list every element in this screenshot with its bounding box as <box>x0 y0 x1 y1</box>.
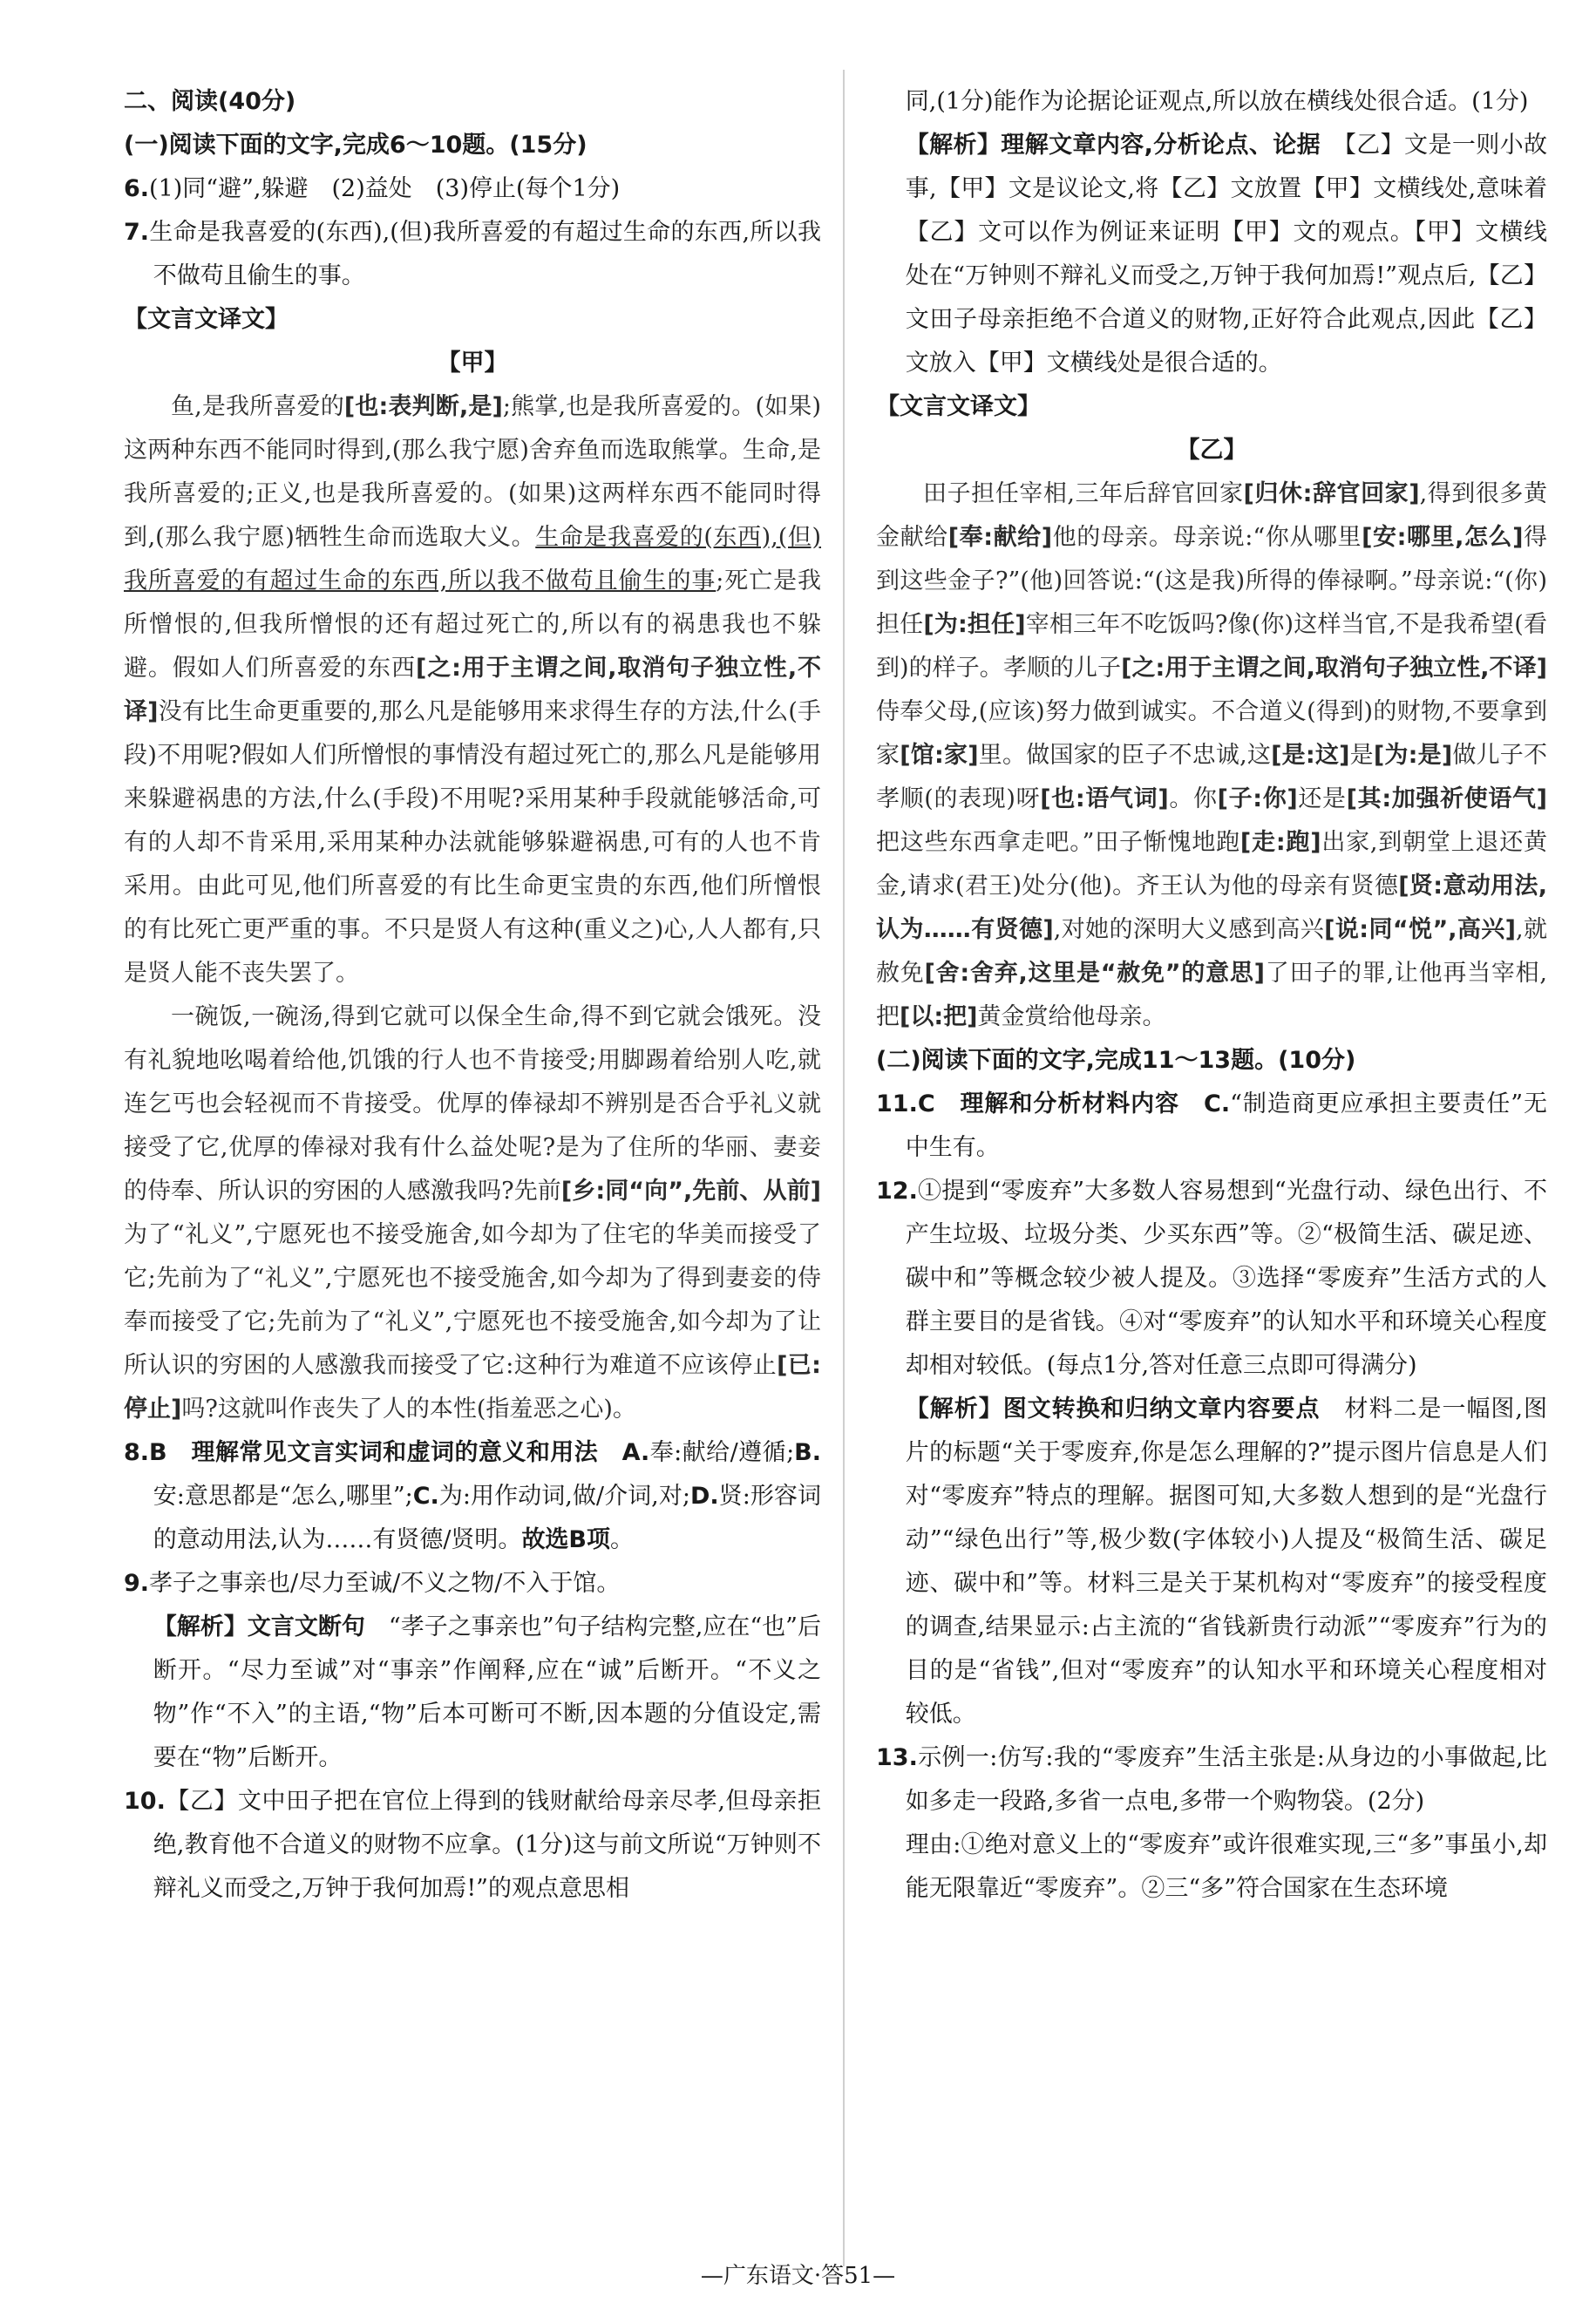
text-yi-heading: 【乙】 <box>1176 437 1247 464</box>
q6-text: (1)同“避”,躲避 (2)益处 (3)停止(每个1分) <box>149 175 621 202</box>
q13-number: 13. <box>876 1744 918 1771</box>
jia-p1-run-0: 鱼,是我所喜爱的 <box>171 393 344 420</box>
jia-p1-run-1: [也:表判断,是] <box>343 393 503 420</box>
yi-p-run-20: 还是 <box>1297 785 1347 812</box>
q10-text: 【乙】文中田子把在官位上得到的钱财献给母亲尽孝,但母亲拒绝,教育他不合道义的财物不应拿。(1分)这与前文所说“万钟则不辩礼义而受之,万钟于我何加焉!”的观点意思相 <box>153 1788 821 1902</box>
yi-p-run-30: 了田子的罪,让他再当宰相,把 <box>876 960 1547 1030</box>
section-heading-part1: (一)阅读下面的文字,完成6～10题。(15分) <box>124 132 587 159</box>
yi-p-run-16: 做儿子不孝顺(的表现)呀 <box>876 742 1548 812</box>
q8-run-4: 安:意思都是“怎么,哪里”; <box>153 1483 413 1510</box>
jia-p1-run-6: 没有比生命更重要的,那么凡是能够用来求得生存的方法,什么(手段)不用呢?假如人们所憎恨的事情没有超过死亡的,那么凡是能够用来躲避祸患的方法,什么(手段)不用呢?采用某种手段就能够活命,可有的人却不肯采用,采用某种办法就能够躲避祸患,可有的人也不肯采用。由此可见,他们所喜爱的有比生命更宝贵的东西,他们所憎恨的有比死亡更严重的事。不只是贤人有这种(重义之)心,人人都有,只是贤人能不丧失罢了。 <box>124 698 821 987</box>
q11-number: 11. <box>876 1090 918 1117</box>
yi-p-run-9: [之:用于主谓之间,取消句子独立性,不译] <box>1121 655 1547 682</box>
q8-run-5: C. <box>412 1483 439 1510</box>
q12-analysis-run-0: 【解析】图文转换和归纳文章内容要点 <box>905 1396 1345 1423</box>
q8-run-1: A. <box>621 1439 650 1466</box>
q10-analysis <box>876 124 1547 385</box>
yi-p-run-11: [馆:家] <box>900 742 979 769</box>
section-heading-part2: (二)阅读下面的文字,完成11～13题。(10分) <box>876 1047 1356 1074</box>
yi-p-run-1: [归休:辞官回家] <box>1243 480 1420 507</box>
yi-p-run-0: 田子担任宰相,三年后辞官回家 <box>923 480 1244 507</box>
translation-heading-yi: 【文言文译文】 <box>876 393 1041 420</box>
translation-heading: 【文言文译文】 <box>124 306 289 333</box>
q8-answer: B <box>149 1439 167 1466</box>
q11-run-0: C 理解和分析材料内容 C. <box>917 1090 1231 1117</box>
jia-p1-run-2: ;熊掌,也是我所喜爱的。(如果)这两种东西不能同时得到,(那么我宁愿)舍弃鱼而选取熊掌。生命,是我所喜爱的;正义,也是我所喜爱的。(如果)这两样东西不能同时得到,(那么我宁愿)牺牲生命而选取大义。 <box>124 393 822 551</box>
yi-p-run-31: [以:把] <box>900 1003 978 1030</box>
jia-p1-run-4: ;死亡是我所憎恨的,但我所憎恨的还有超过死亡的,所以有的祸患我也不躲避。假如人们所喜爱的东西 <box>124 567 821 682</box>
jia-p2-run-2: 为了“礼义”,宁愿死也不接受施舍,如今却为了住宅的华美而接受了它;先前为了“礼义”,宁愿死也不接受施舍,如今却为了得到妻妾的侍奉而接受了它;先前为了“礼义”,宁愿死也不接受施舍,如今却为了让所认识的穷困的人感激我而接受了它:这种行为难道不应该停止 <box>124 1221 821 1379</box>
q8-run-2: 奉:献给/遵循; <box>649 1439 795 1466</box>
q8-run-0: 理解常见文言实词和虚词的意义和用法 <box>166 1439 622 1466</box>
yi-p-run-13: [是:这] <box>1271 742 1350 769</box>
q10-analysis-run-1: 【乙】文是一则小故事,【甲】文是议论文,将【乙】文放置【甲】文横线处,意味着【乙】文可以作为例证来证明【甲】文的观点。【甲】文横线处在“万钟则不辩礼义而受之,万钟于我何加焉!”观点后,【乙】文田子母亲拒绝不合道义的财物,正好符合此观点,因此【乙】文放入【甲】文横线处是很合适的。 <box>905 132 1547 377</box>
q12-analysis-run-1: 材料二是一幅图,图片的标题“关于零废弃,你是怎么理解的?”提示图片信息是人们对“零废弃”特点的理解。据图可知,大多数人想到的是“光盘行动”“绿色出行”等,极少数(字体较小)人提及“极简生活、碳足迹、碳中和”等。材料三是关于某机构对“零废弃”的接受程度的调查,结果显示:占主流的“省钱新贵行动派”“零废弃”行为的目的是“省钱”,但对“零废弃”的认知水平和环境关心程度相对较低。 <box>905 1396 1547 1728</box>
yi-p-run-6: 得到这些金子?”(他)回答说:“(这是我)所得的俸禄啊。”母亲说:“(你)担任 <box>876 524 1548 638</box>
q12-number: 12. <box>876 1178 918 1205</box>
answer-q10-continued: 同,(1分)能作为论据论证观点,所以放在横线处很合适。(1分) <box>905 88 1529 115</box>
yi-p-run-22: 把这些东西拿走吧。”田子惭愧地跑 <box>876 829 1240 856</box>
yi-p-run-18: 。你 <box>1168 785 1218 812</box>
q12-text: ①提到“零废弃”大多数人容易想到“光盘行动、绿色出行、不产生垃圾、垃圾分类、少买东西”等。②“极简生活、碳足迹、碳中和”等概念较少被人提及。③选择“零废弃”生活方式的人群主要目的是省钱。④对“零废弃”的认知水平和环境关心程度却相对较低。(每点1分,答对任意三点即可得满分) <box>905 1178 1547 1379</box>
yi-p-run-17: [也:语气词] <box>1040 785 1169 812</box>
yi-p-run-14: 是 <box>1349 742 1374 769</box>
answer-q7 <box>124 211 821 298</box>
translation-yi-paragraph <box>876 472 1547 1039</box>
yi-p-run-27: [说:同“悦”,高兴] <box>1324 916 1516 943</box>
answer-q8 <box>124 1431 821 1562</box>
jia-p2-run-0: 一碗饭,一碗汤,得到它就可以保全生命,得不到它就会饿死。没有礼貌地吆喝着给他,饥饿的行人也不肯接受;用脚踢着给别人吃,就连乞丐也会轻视而不肯接受。优厚的俸禄却不辨别是否合乎礼义就接受了它,优厚的俸禄对我有什么益处呢?是为了住所的华丽、妻妾的侍奉、所认识的穷困的人感激我吗?先前 <box>124 1003 821 1205</box>
yi-p-run-8: 宰相三年不吃饭吗?像(你)这样当官,不是我希望(看到)的样子。孝顺的儿子 <box>876 611 1547 682</box>
q8-run-10: 。 <box>610 1526 635 1553</box>
answer-q12 <box>876 1170 1547 1388</box>
yi-p-run-24: 出家,到朝堂上退还黄金,请求(君王)处分(他)。齐王认为他的母亲有贤德 <box>876 829 1547 900</box>
yi-p-run-21: [其:加强祈使语气] <box>1346 785 1548 812</box>
translation-jia-paragraph1 <box>124 385 821 995</box>
q6-number: 6. <box>124 175 150 202</box>
q9-analysis-run-1: “孝子之事亲也”句子结构完整,应在“也”后断开。“尽力至诚”对“事亲”作阐释,应在“诚”后断开。“不义之物”作“不入”的主语,“物”后本可断可不断,因本题的分值设定,需要在“物”后断开。 <box>153 1613 822 1771</box>
q13-reason: 理由:①绝对意义上的“零废弃”或许很难实现,三“多”事虽小,却能无限靠近“零废弃”。②三“多”符合国家在生态环境 <box>905 1831 1547 1902</box>
q9-analysis <box>124 1606 821 1780</box>
yi-p-run-7: [为:担任] <box>923 611 1026 638</box>
q7-number: 7. <box>124 219 150 246</box>
jia-p1-run-5: [之:用于主谓之间,取消句子独立性,不译] <box>124 655 821 725</box>
left-column <box>124 80 821 1911</box>
yi-p-run-12: 里。做国家的臣子不忠诚,这 <box>978 742 1272 769</box>
answer-q9 <box>124 1562 821 1606</box>
q7-text: 生命是我喜爱的(东西),(但)我所喜爱的有超过生命的东西,所以我不做苟且偷生的事。 <box>149 219 821 289</box>
yi-p-run-15: [为:是] <box>1373 742 1453 769</box>
yi-p-run-29: [舍:舍弃,这里是“赦免”的意思] <box>924 960 1265 987</box>
q8-run-6: 为:用作动词,做/介词,对; <box>438 1483 690 1510</box>
q13-text: 示例一:仿写:我的“零废弃”生活主张是:从身边的小事做起,比如多走一段路,多省一点电,多带一个购物袋。(2分) <box>905 1744 1547 1815</box>
translation-jia-paragraph2 <box>124 995 821 1431</box>
yi-p-run-4: 他的母亲。母亲说:“你从哪里 <box>1052 524 1362 551</box>
yi-p-run-19: [子:你] <box>1217 785 1298 812</box>
section-heading-reading: 二、阅读(40分) <box>124 88 296 115</box>
q10-number: 10. <box>124 1788 166 1815</box>
jia-p2-run-1: [乡:同“向”,先前、从前] <box>560 1178 821 1205</box>
yi-p-run-26: ,对她的深明大义感到高兴 <box>1053 916 1325 943</box>
right-column <box>876 80 1547 1911</box>
q8-number: 8. <box>124 1439 150 1466</box>
q12-analysis <box>876 1388 1547 1736</box>
q9-text: 孝子之事亲也/尽力至诚/不义之物/不入于馆。 <box>149 1570 621 1597</box>
answer-q6 <box>124 167 821 211</box>
q11-run-1: “制造商更应承担主要责任”无中生有。 <box>905 1090 1548 1161</box>
yi-p-run-2: ,得到很多黄金献给 <box>876 480 1547 551</box>
q8-run-9: 故选B项 <box>521 1526 611 1553</box>
yi-p-run-23: [走:跑] <box>1239 829 1321 856</box>
q8-run-8: 贤:形容词的意动用法,认为……有贤德/贤明。 <box>153 1483 821 1553</box>
q8-run-3: B. <box>794 1439 822 1466</box>
yi-p-run-28: ,就赦免 <box>876 916 1547 987</box>
q10-analysis-run-0: 【解析】理解文章内容,分析论点、论据 <box>905 132 1345 159</box>
yi-p-run-25: [贤:意动用法,认为……有贤德] <box>876 873 1547 943</box>
yi-p-run-32: 黄金赏给他母亲。 <box>977 1003 1166 1030</box>
yi-p-run-5: [安:哪里,怎么] <box>1362 524 1524 551</box>
answer-q10 <box>124 1780 821 1911</box>
q8-run-7: D. <box>689 1483 719 1510</box>
text-jia-heading: 【甲】 <box>437 350 508 377</box>
page-footer: —广东语文·答51— <box>700 2263 896 2289</box>
jia-p1-run-3: 生命是我喜爱的(东西),(但)我所喜爱的有超过生命的东西,所以我不做苟且偷生的事 <box>124 524 822 594</box>
q9-number: 9. <box>124 1570 150 1597</box>
q9-analysis-run-0: 【解析】文言文断句 <box>153 1613 389 1640</box>
yi-p-run-10: 侍奉父母,(应该)努力做到诚实。不合道义(得到)的财物,不要拿到家 <box>876 698 1547 769</box>
yi-p-run-3: [奉:献给] <box>947 524 1053 551</box>
column-divider <box>843 70 845 2266</box>
jia-p2-run-4: 吗?这就叫作丧失了人的本性(指羞恶之心)。 <box>181 1396 636 1423</box>
answer-q11 <box>876 1083 1547 1170</box>
jia-p2-run-3: [已:停止] <box>124 1352 821 1423</box>
answer-q13 <box>876 1736 1547 1824</box>
